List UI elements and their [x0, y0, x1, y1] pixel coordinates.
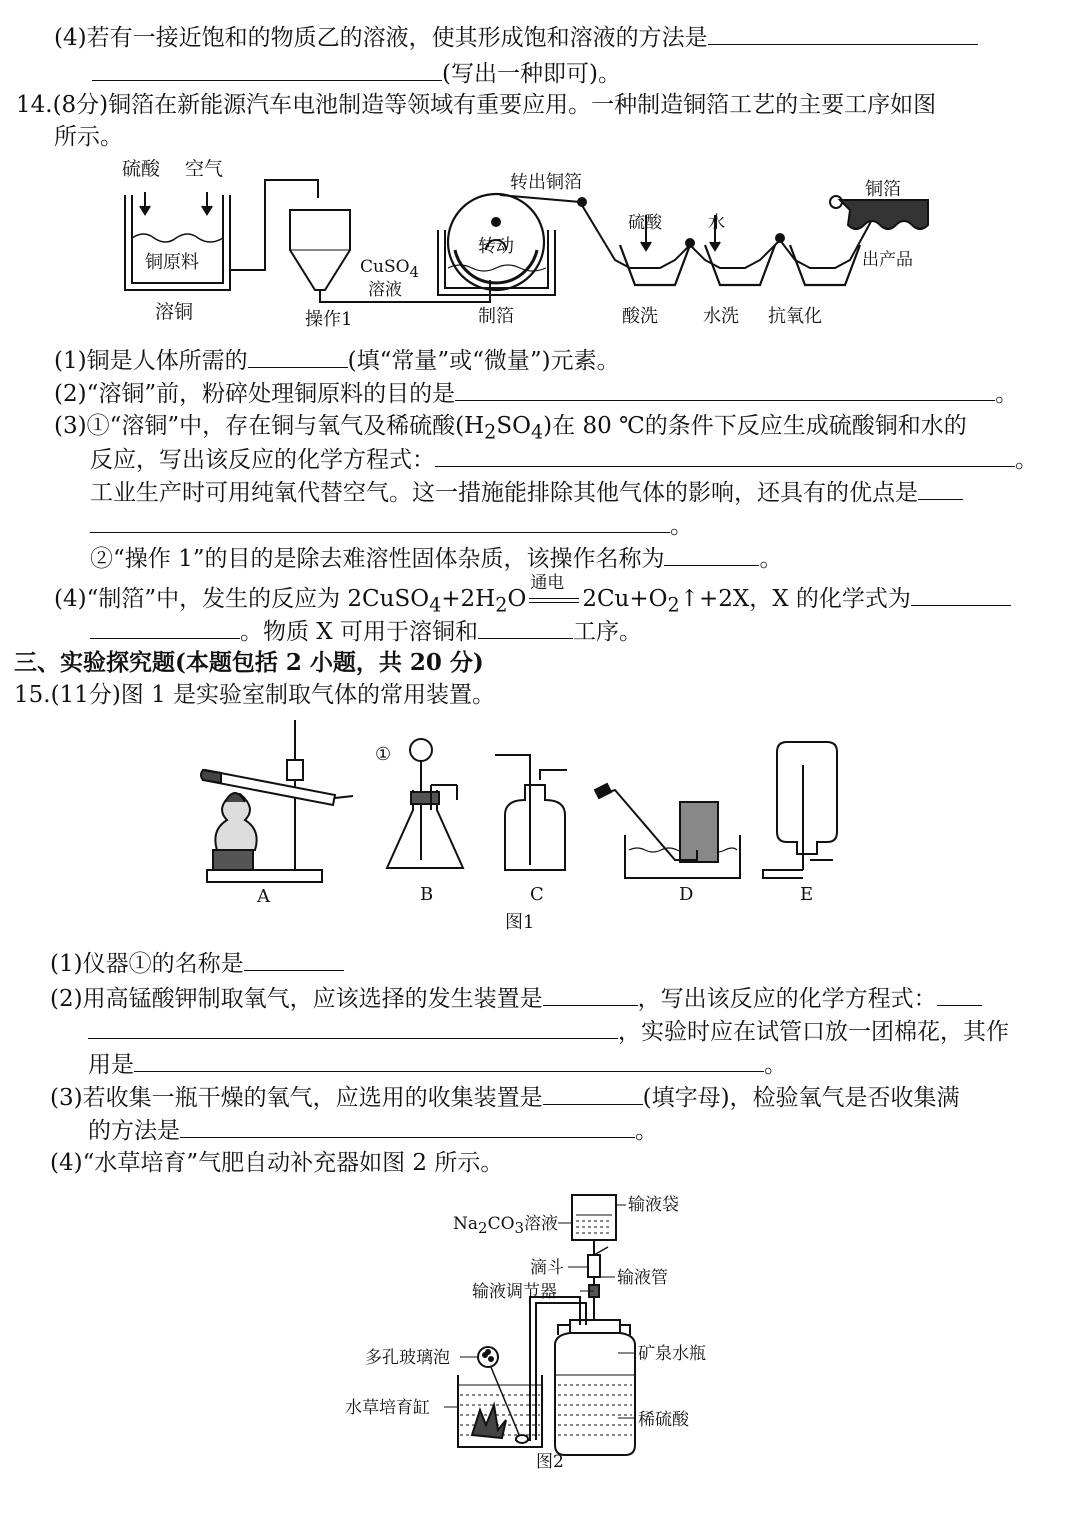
- answer-blank[interactable]: [248, 345, 348, 368]
- q14-part3-line2: 反应，写出该反应的化学方程式： 。: [90, 444, 1038, 475]
- q15-title: 15.(11分)图 1 是实验室制取气体的常用装置。: [14, 682, 496, 708]
- q15-part1: (1)仪器①的名称是: [50, 948, 344, 979]
- answer-blank[interactable]: [435, 444, 1015, 467]
- label-flow-regulator: 输液调节器: [472, 1282, 557, 1302]
- label-sulfuric-acid: 硫酸: [122, 158, 161, 180]
- label-anti-oxidation: 抗氧化: [768, 306, 822, 327]
- label-porous-bulb: 多孔玻璃泡: [365, 1348, 450, 1368]
- q14-part3-line4: 。: [90, 510, 693, 541]
- label-make-foil: 制箔: [478, 306, 514, 327]
- label-drip-chamber: 滴斗: [530, 1258, 564, 1278]
- answer-blank[interactable]: [911, 583, 1011, 606]
- q15-part2-line2: ，实验时应在试管口放一团棉花，其作: [88, 1016, 1009, 1047]
- answer-blank[interactable]: [92, 58, 442, 81]
- q14-part3-line3: 工业生产时可用纯氧代替空气。这一措施能排除其他气体的影响，还具有的优点是: [90, 477, 963, 508]
- reaction-condition: 通电: [526, 584, 582, 614]
- label-D: D: [679, 884, 694, 905]
- label-product: 出产品: [862, 250, 913, 270]
- label-rotate: 转动: [478, 236, 514, 257]
- label-iv-bag: 输液袋: [628, 1195, 679, 1215]
- q15-part3-line1: (3)若收集一瓶干燥的氧气，应选用的收集装置是 (填字母)，检验氧气是否收集满: [50, 1082, 960, 1113]
- figure1-caption: 图1: [505, 912, 535, 933]
- q15-part3-line2: 的方法是 。: [88, 1115, 658, 1146]
- answer-blank[interactable]: [455, 378, 995, 401]
- copper-foil-process-diagram: [100, 150, 960, 335]
- label-water: 水: [708, 213, 725, 233]
- label-operation1: 操作1: [305, 309, 353, 330]
- q15-part2-line3: 用是 。: [88, 1049, 787, 1080]
- answer-blank[interactable]: [90, 510, 670, 533]
- label-plant-tank: 水草培育缸: [345, 1398, 430, 1418]
- q14-part1: (1)铜是人体所需的 (填“常量”或“微量”)元素。: [54, 345, 620, 376]
- q15-part4: (4)“水草培育”气肥自动补充器如图 2 所示。: [50, 1150, 504, 1176]
- label-iv-tube: 输液管: [617, 1268, 668, 1288]
- co2-fertilizer-figure2: [340, 1185, 720, 1475]
- answer-blank[interactable]: [918, 477, 963, 500]
- label-solution: 溶液: [368, 280, 402, 300]
- label-dissolve-copper: 溶铜: [155, 301, 194, 323]
- label-dilute-acid: 稀硫酸: [638, 1410, 689, 1430]
- q14-part4-line1: (4)“制箔”中，发生的反应为 $2CuSO_4+2H_2O$ 通电 $2Cu+O_2↑+2X$，X 的化学式为: [54, 583, 1011, 621]
- label-na2co3-solution: Na2CO3溶液: [453, 1214, 559, 1237]
- label-A: A: [257, 886, 270, 907]
- answer-blank[interactable]: [244, 948, 344, 971]
- q14-title-line1: 14.(8分)铜箔在新能源汽车电池制造等领域有重要应用。一种制造铜箔工艺的主要工序如图: [16, 92, 937, 118]
- answer-blank[interactable]: [180, 1115, 635, 1138]
- q14-part3-sub2: ②“操作 1”的目的是除去难溶性固体杂质，该操作名称为 。: [90, 543, 782, 574]
- label-water-bottle: 矿泉水瓶: [638, 1344, 706, 1364]
- label-air: 空气: [185, 158, 224, 180]
- figure2-caption: 图2: [536, 1452, 564, 1472]
- label-turn-out-foil: 转出铜箔: [510, 172, 582, 193]
- answer-blank[interactable]: [478, 616, 573, 639]
- label-acid-wash: 酸洗: [622, 306, 658, 327]
- label-circle1: ①: [375, 744, 392, 765]
- label-C: C: [530, 884, 544, 905]
- q14-title-line2: 所示。: [54, 124, 123, 150]
- answer-blank[interactable]: [708, 22, 978, 45]
- q14-part4-line2: 。物质 X 可用于溶铜和 工序。: [90, 616, 642, 647]
- q13-part4-text: (4)若有一接近饱和的物质乙的溶液，使其形成饱和溶液的方法是: [54, 25, 708, 51]
- answer-blank[interactable]: [543, 983, 638, 1006]
- answer-blank[interactable]: [134, 1049, 764, 1072]
- label-acid: 硫酸: [628, 213, 662, 233]
- q14-part3-line1: (3)①“溶铜”中，存在铜与氧气及稀硫酸$(H_2SO_4)$在 80 ℃的条件下反应生成硫酸铜和水的: [54, 413, 967, 444]
- answer-blank[interactable]: [937, 983, 982, 1006]
- answer-blank[interactable]: [664, 543, 759, 566]
- lab-apparatus-figure1: [195, 710, 855, 935]
- label-E: E: [800, 884, 814, 905]
- label-cuso4: CuSO4: [360, 257, 420, 281]
- q14-part2: (2)“溶铜”前，粉碎处理铜原料的目的是 。: [54, 378, 1018, 409]
- q13-part4-line2: [92, 58, 621, 89]
- label-copper-foil: 铜箔: [865, 179, 901, 200]
- answer-blank[interactable]: [543, 1082, 643, 1105]
- q13-part4-text-end: (写出一种即可)。: [442, 61, 621, 87]
- answer-blank[interactable]: [88, 1016, 618, 1039]
- label-raw-copper: 铜原料: [145, 252, 199, 273]
- label-B: B: [420, 884, 434, 905]
- q13-part4-line1: [54, 22, 978, 53]
- section-heading: 三、实验探究题(本题包括 2 小题，共 20 分): [14, 649, 484, 676]
- answer-blank[interactable]: [90, 616, 240, 639]
- q15-part2-line1: (2)用高锰酸钾制取氧气，应该选择的发生装置是 ，写出该反应的化学方程式：: [50, 983, 982, 1014]
- label-water-wash: 水洗: [703, 306, 739, 327]
